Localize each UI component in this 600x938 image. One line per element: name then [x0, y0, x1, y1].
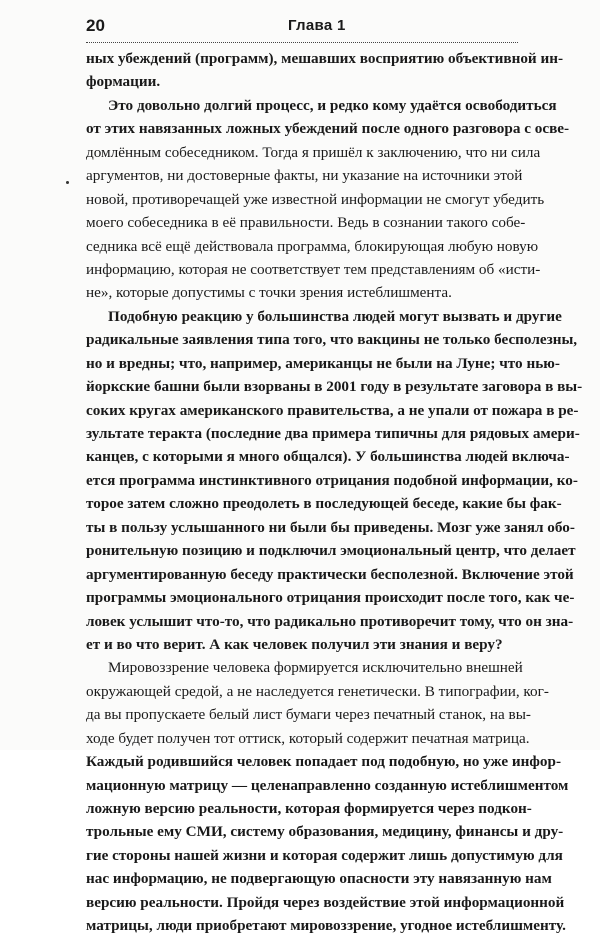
text-line: ронительную позицию и подключил эмоциональный центр, что делает [86, 542, 576, 560]
text-line: домлённым собеседником. Тогда я пришёл к заключению, что ни сила [86, 143, 541, 161]
text-line: торое затем сложно преодолеть в последующей беседе, какие бы фак- [86, 495, 562, 513]
body-text [86, 47, 583, 938]
running-header [86, 14, 518, 43]
text-line: но и вредны; что, например, американцы не были на Луне; что нью- [86, 354, 560, 372]
paragraph [86, 305, 583, 657]
text-line: ет и во что верит. А как человек получил эти знания и веру? [86, 635, 503, 653]
text-line: Это довольно долгий процесс, и редко кому удаётся освободиться [108, 96, 557, 114]
text-line: Мировоззрение человека формируется исключительно внешней [108, 659, 523, 677]
text-line: соких кругах американского правительства, а не упали от пожара в ре- [86, 401, 579, 419]
text-line: ходе будет получен тот оттиск, который содержит печатная матрица. [86, 729, 530, 747]
text-line: зультате теракта (последние два примера типичны для рядовых амери- [86, 425, 580, 442]
text-line: аргументов, ни достоверные факты, ни указание на источники этой [86, 167, 523, 185]
text-line: формации. [86, 73, 161, 91]
text-line: Каждый родившийся человек попадает под подобную, но уже инфор- [86, 753, 562, 771]
text-line: канцев, с которыми я много общался). У большинства людей включа- [86, 448, 570, 466]
text-line: да вы пропускаете белый лист бумаги через печатный станок, на вы- [86, 706, 531, 724]
text-line: от этих навязанных ложных убеждений после одного разговора с осве- [86, 120, 570, 138]
text-line: ты в пользу услышанного ни были бы приведены. Мозг уже занял обо- [86, 518, 575, 536]
text-line: ных убеждений (программ), мешавших восприятию объективной ин- [86, 50, 564, 67]
text-line: матрицы, люди приобретают мировоззрение, угодное истеблишменту. [86, 917, 566, 935]
paragraph [86, 94, 570, 305]
text-line: не», которые допустимы с точки зрения истеблишмента. [86, 284, 452, 302]
text-line: новой, противоречащей уже известной информации не смогут убедить [86, 190, 545, 208]
text-line: ловек услышит что-то, что радикально противоречит тому, что он зна- [86, 612, 574, 630]
text-line: трольные ему СМИ, систему образования, медицину, финансы и дру- [86, 823, 564, 841]
text-line: йоркские башни были взорваны в 2001 году в результате заговора в вы- [86, 378, 583, 396]
text-line: нас информацию, не подвергающую опасности эту навязанную нам [86, 870, 552, 888]
text-line: гие стороны нашей жизни и которая содержит лишь допустимую для [86, 846, 563, 864]
text-line: Подобную реакцию у большинства людей могут вызвать и другие [108, 307, 562, 325]
text-line: моего собеседника в её правильности. Ведь в сознании такого собе- [86, 214, 526, 232]
margin-mark [66, 181, 69, 184]
chapter-title: Глава 1 [288, 17, 346, 34]
text-line: радикальные заявления типа того, что вакцины не только бесполезны, [86, 331, 578, 349]
paragraph-continuation [86, 47, 564, 94]
text-line: версию реальности. Пройдя через воздействие этой информационной [86, 893, 565, 911]
text-line: ется программа инстинктивного отрицания подобной информации, ко- [86, 471, 578, 489]
text-line: мационную матрицу — целенаправленно созданную истеблишментом [86, 776, 569, 794]
text-line: информацию, которая не соответствует тем представлениям об «исти- [86, 260, 541, 278]
paragraph [86, 656, 569, 937]
text-line: ложную версию реальности, которая формируется через подкон- [86, 800, 532, 817]
page-number: 20 [86, 16, 105, 35]
text-line: аргументированную беседу практически бесполезной. Включение этой [86, 565, 574, 583]
text-line: седника всё ещё действовала программа, блокирующая любую новую [86, 237, 539, 255]
text-line: программы эмоционального отрицания происходит после того, как че- [86, 589, 575, 607]
text-line: окружающей средой, а не наследуется генетически. В типографии, ког- [86, 682, 549, 700]
